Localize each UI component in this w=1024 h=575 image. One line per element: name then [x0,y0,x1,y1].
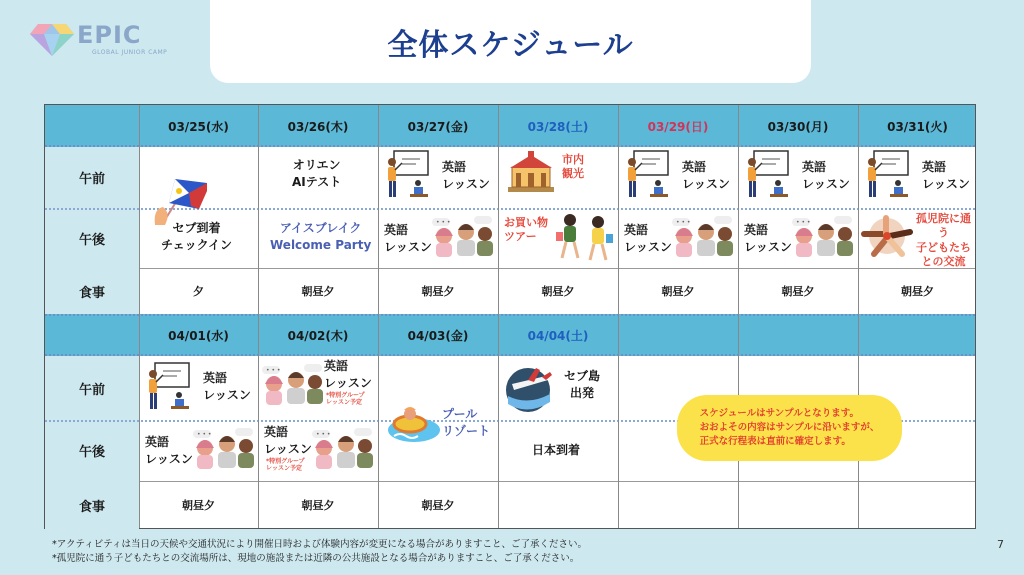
date-label: 03/26(木) [287,119,349,134]
meal-label: 朝昼夕 [182,499,215,512]
cebu-departure-label: セブ島 出発 [564,369,601,400]
meal-label: 夕 [193,285,204,298]
teacher-icon [384,150,432,204]
date-cell [618,105,738,147]
special-group-note: *特別グループ レッスン予定 [266,458,305,473]
welcome-party-label: アイスブレイク Welcome Party [270,221,372,252]
meal-cell [258,481,378,529]
date-label: 03/25(水) [168,119,229,134]
special-group-note: *特別グループ レッスン予定 [326,392,365,407]
date-cell [858,105,977,147]
meal-cell [498,268,618,314]
row-label-pm: 午後 [45,420,139,481]
footnote-1: *アクティビティは当日の天候や交通状況により開催日時および体験内容が変更になる場合がありますこと、ご了承ください。 [52,539,587,550]
date-cell [258,105,378,147]
footnotes [52,538,587,567]
brand-tagline: GLOBAL JUNIOR CAMP [92,49,168,56]
date-label: 04/04(土) [527,328,589,343]
meal-cell [498,481,618,529]
row-label-pm: 午後 [45,208,139,268]
meal-cell [858,268,977,314]
english-lesson-label: 英語 レッスン [744,223,792,254]
meal-cell [618,268,738,314]
japan-arrival-label: 日本到着 [532,443,581,457]
english-lesson-label: 英語 レッスン [324,359,372,390]
english-lesson-label: 英語 レッスン [442,160,490,191]
students-icon [191,424,257,474]
meal-cell [618,481,738,529]
svg-text:• • •: • • • [436,219,451,226]
hands-together-icon [860,214,914,262]
church-icon [506,151,556,197]
date-cell [378,105,498,147]
city-tour-label: 市内 観光 [562,153,584,181]
row-label-am: 午前 [45,356,139,420]
date-cell [858,314,977,356]
students-icon [670,212,736,262]
date-cell [738,314,858,356]
svg-text:• • •: • • • [676,219,691,226]
svg-text:• • •: • • • [266,367,281,374]
english-lesson-label: 英語 レッスン [384,223,432,254]
orientation-label: オリエン AIテスト [292,158,342,189]
meal-cell [858,481,977,529]
page-title: 全体スケジュール [387,27,634,63]
date-label: 03/27(金) [407,119,469,134]
teacher-icon [864,150,912,204]
meal-label: 朝昼夕 [301,499,335,512]
row-label-meal: 食事 [45,481,139,529]
meal-cell [139,481,258,529]
schedule-table [44,104,976,529]
svg-text:• • •: • • • [796,219,811,226]
students-icon [790,212,856,262]
arrival-checkin-label: セブ到着 チェックイン [161,221,233,252]
airplane-icon [502,362,556,418]
date-label: 03/28(土) [527,119,589,134]
sample-notice [677,395,902,461]
diamond-icon [30,22,74,56]
date-label: 03/29(日) [647,119,709,134]
meal-cell [738,481,858,529]
teacher-icon [744,150,792,204]
footnote-2: *孤児院に通う子どもたちとの交流場所は、現地の施設または近隣の公共施設となる場合がありますこと、ご了承ください。 [52,553,580,565]
meal-label: 朝昼夕 [301,285,335,298]
date-cell [378,314,498,356]
meal-label: 朝昼夕 [541,285,575,298]
page-number: 7 [997,538,1004,551]
english-lesson-label: 英語 レッスン [145,435,193,466]
meal-label: 朝昼夕 [781,285,815,298]
row-label-meal: 食事 [45,268,139,314]
english-lesson-label: 英語 レッスン [203,371,251,402]
row-label-am: 午前 [45,147,139,208]
meal-cell [738,268,858,314]
date-label: 04/01(水) [168,328,229,343]
students-icon [310,424,376,474]
pool-float-icon [386,396,442,448]
date-cell [258,314,378,356]
teacher-icon [624,150,672,204]
teacher-icon [145,362,193,416]
svg-text:• • •: • • • [316,431,331,438]
english-lesson-label: 英語 レッスン [802,160,850,191]
meal-label: 朝昼夕 [661,285,695,298]
date-cell [738,105,858,147]
students-icon [430,212,496,262]
date-cell [139,314,258,356]
meal-label: 朝昼夕 [421,285,455,298]
date-cell [498,105,618,147]
brand-name: EPIC [77,21,142,49]
date-label: 03/31(火) [887,119,948,134]
meal-cell [139,268,258,314]
meal-cell [378,268,498,314]
meal-label: 朝昼夕 [901,285,934,298]
orphanage-exchange-label: 孤児院に通う 子どもたち との交流 [916,212,971,268]
english-lesson-label: 英語 レッスン [922,160,970,191]
svg-text:• • •: • • • [197,431,212,438]
title-panel [210,0,811,83]
students-icon [260,360,326,410]
english-lesson-label: 英語 レッスン [624,223,672,254]
date-cell [618,314,738,356]
shopping-tour-label: お買い物 ツアー [504,216,548,244]
sample-notice-text: スケジュールはサンプルとなります。 おおよその内容はサンプルに沿いますが、 正式な行程表は直前に確定します。 [699,408,880,447]
english-lesson-label: 英語 レッスン [264,425,312,456]
date-label: 04/03(金) [407,328,469,343]
date-label: 04/02(木) [287,328,349,343]
pool-resort-label: プール リゾート [442,407,491,438]
date-cell [498,314,618,356]
english-lesson-label: 英語 レッスン [682,160,730,191]
meal-cell [378,481,498,529]
date-label: 03/30(月) [767,119,829,134]
meal-cell [258,268,378,314]
epic-logo [30,20,170,60]
date-cell [139,105,258,147]
meal-label: 朝昼夕 [421,499,455,512]
shoppers-icon [554,210,616,270]
